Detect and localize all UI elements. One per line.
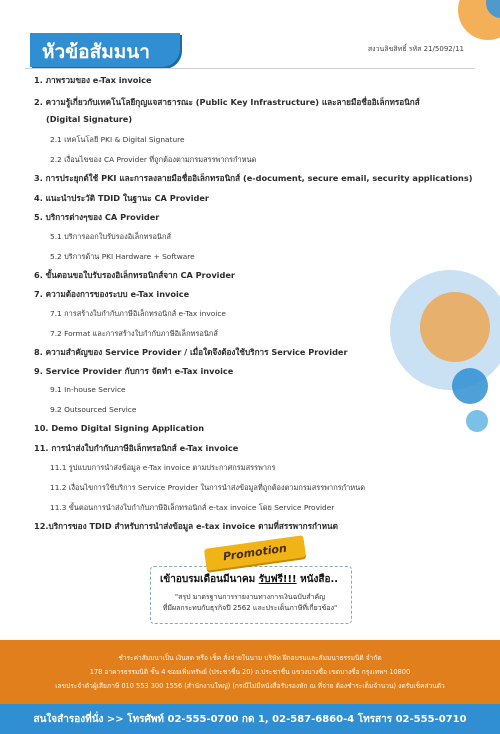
agenda-item-5-1: 5.1 บริการออกใบรับรองอิเล็กทรอนิกส์ bbox=[50, 232, 171, 241]
agenda-item-5: 5. บริการต่างๆของ CA Provider bbox=[34, 212, 160, 222]
agenda-item-9: 9. Service Provider กับการ จัดทำ e-Tax invoice bbox=[34, 366, 234, 376]
decor-circle-blue-small bbox=[452, 368, 488, 404]
page-title: หัวข้อสัมมนา bbox=[42, 41, 150, 63]
payment-footer bbox=[0, 640, 500, 704]
page-title-tab bbox=[30, 33, 180, 67]
agenda-item-7-1: 7.1 การสร้างใบกำกับภาษีอิเล็กทรอนิกส์ e-Tax invoice bbox=[50, 309, 226, 318]
agenda-item-11-2: 11.2 เงื่อนไขการใช้บริการ Service Provider ในการนำส่งข้อมูลที่ถูกต้องตามกรมสรรพากรกำหนด bbox=[50, 483, 366, 492]
promotion-ribbon-label: Promotion bbox=[222, 541, 288, 564]
agenda-item-11-1: 11.1 รูปแบบการนำส่งข้อมูล e-Tax invoice ตามประกาศกรมสรรพากร bbox=[50, 463, 276, 472]
agenda-item-3: 3. การประยุกต์ใช้ PKI และการลงลายมือชื่ออิเล็กทรอนิกส์ (e-document, secure email, security applications) bbox=[34, 173, 473, 183]
promotion-book-line-1: "สรุป มาตรฐานการรายงานทางการเงินฉบับสำคัญ bbox=[174, 593, 326, 601]
agenda-item-7-2: 7.2 Format และการสร้างใบกำกับภาษีอิเล็กทรอนิกส์ bbox=[50, 329, 218, 338]
promotion-headline-post: หนังสือ.. bbox=[296, 574, 339, 585]
payment-line-3: เลขประจำตัวผู้เสียภาษี 010 553 300 1556 (สำนักงานใหญ่) (กรณีไม่มีหนังสือรับรองหัก ณ ที่จ่าย ต้องชำระเต็มจำนวน) งดรับเช็คส่วนตัว bbox=[55, 682, 445, 690]
decor-circle-orange-mid bbox=[420, 292, 490, 362]
agenda-item-1: 1. ภาพรวมของ e-Tax invoice bbox=[34, 75, 152, 85]
agenda-item-12: 12.บริการของ TDID สำหรับการนำส่งข้อมูล e-tax invoice ตามที่สรรพากรกำหนด bbox=[34, 521, 338, 531]
payment-line-2: 178 อาคารธรรมนิติ ชั้น 4 ซอยเพิ่มทรัพย์ (ประชาชื่น 20) ถ.ประชาชื่น แขวงบางซื่อ เขตบางซื่อ กรุงเทพฯ 10800 bbox=[89, 668, 411, 676]
contact-bar bbox=[0, 704, 500, 734]
agenda-item-2-cont: (Digital Signature) bbox=[46, 114, 133, 124]
agenda-item-9-1: 9.1 In-house Service bbox=[50, 385, 126, 394]
agenda-item-10: 10. Demo Digital Signing Application bbox=[34, 423, 205, 433]
decor-circle-teal bbox=[466, 410, 488, 432]
agenda-item-11: 11. การนำส่งใบกำกับภาษีอิเล็กทรอนิกส์ e-Tax invoice bbox=[34, 443, 239, 453]
promotion-free-label: รับฟรี!!! bbox=[258, 574, 297, 585]
agenda-item-8: 8. ความสำคัญของ Service Provider / เมื่อใดจึงต้องใช้บริการ Service Provider bbox=[34, 347, 348, 357]
promotion-headline bbox=[160, 572, 338, 587]
promotion-headline-pre: เข้าอบรมเดือนมีนาคม bbox=[160, 574, 259, 585]
payment-line-1: ชำระค่าสัมมนาเป็น เงินสด หรือ เช็ค สั่งจ่ายในนาม บริษัท ฝึกอบรมและสัมมนาธรรมนิติ จำกัด bbox=[118, 654, 382, 662]
agenda-item-6: 6. ขั้นตอนขอใบรับรองอิเล็กทรอนิกส์จาก CA Provider bbox=[34, 270, 235, 280]
agenda-item-2-1: 2.1 เทคโนโลยี PKI & Digital Signature bbox=[50, 135, 185, 144]
agenda-item-11-3: 11.3 ขั้นตอนการนำส่งใบกำกับภาษีอิเล็กทรอนิกส์ e-tax invoice โดย Service Provider bbox=[50, 503, 335, 512]
promotion-book-line-2: ที่มีผลกระทบกับธุรกิจปี 2562 และประเด็นภาษีที่เกี่ยวข้อง" bbox=[162, 604, 338, 612]
contact-text: สนใจสำรองที่นั่ง >> โทรศัพท์ 02-555-0700 กด 1, 02-587-6860-4 โทรสาร 02-555-0710 bbox=[33, 714, 467, 725]
agenda-item-7: 7. ความต้องการของระบบ e-Tax invoice bbox=[34, 289, 190, 299]
copyright-code: สงวนลิขสิทธิ์ รหัส 21/5092/11 bbox=[367, 45, 464, 53]
agenda-item-2: 2. ความรู้เกี่ยวกับเทคโนโลยีกุญแจสาธารณะ (Public Key Infrastructure) และลายมือชื่ออิเล็กทรอนิกส์ bbox=[34, 97, 420, 107]
agenda-item-5-2: 5.2 บริการด้าน PKI Hardware + Software bbox=[50, 252, 195, 261]
header-divider bbox=[25, 68, 475, 69]
agenda-item-2-2: 2.2 เงื่อนไขของ CA Provider ที่ถูกต้องตามกรมสรรพากรกำหนด bbox=[50, 155, 257, 164]
agenda-item-4: 4. แนะนำประวัติ TDID ในฐานะ CA Provider bbox=[34, 193, 209, 203]
agenda-item-9-2: 9.2 Outsourced Service bbox=[50, 405, 137, 414]
